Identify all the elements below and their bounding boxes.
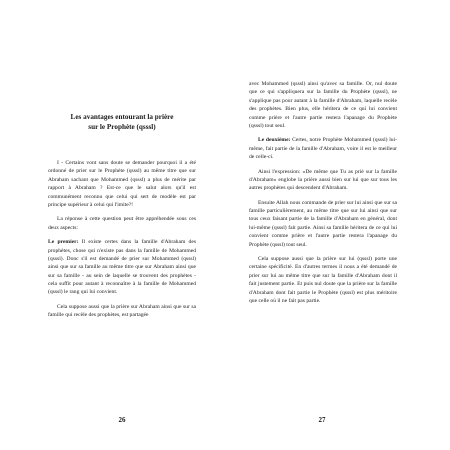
paragraph: Cela suppose aussi que la prière sur Abraham ainsi que sur sa famille qui recèle des prophètes, est partagée — [48, 303, 196, 319]
paragraph: Cela suppose aussi que la prière sur lui (qsssl) porte une certaine spécificité. En d'autres termes il nous a été demandé de prier sur lui au même titre que sur la famille d'Abraham dont il fait justement partie. Et puis nul doute que la prière sur la famille d'Abraham dont fait partie le Prophète (qsssl) est plus méritoire que celle où il ne fait pas partie. — [249, 256, 397, 304]
paragraph — [249, 136, 397, 161]
paragraph-text: Certes, notre Prophète Mohammed (qsssl) lui-même, fait partie de la famille d'Abraham, voire il est le meilleur de celle-ci. — [249, 137, 397, 161]
paragraph-label: Le premier: — [48, 239, 79, 246]
page-number: 26 — [118, 416, 126, 424]
chapter-title — [48, 112, 196, 133]
page-number: 27 — [318, 416, 326, 424]
paragraph: La réponse à cette question peut être appréhendée sous ces deux aspects: — [48, 216, 196, 231]
left-text-column — [48, 159, 196, 326]
paragraph: Ainsi l'expression: «De même que Tu as prié sur la famille d'Abraham» englobe la prière aussi bien sur lui que sur tous les autres prophètes qui descendent d'Abraham. — [249, 168, 397, 192]
paragraph — [48, 238, 196, 297]
chapter-title-line-2: sur le Prophète (qsssl) — [88, 123, 156, 132]
right-text-column — [249, 80, 397, 311]
right-page — [225, 0, 450, 450]
paragraph: I - Certains vont sans doute se demander pourquoi il a été ordonné de prier sur le Prophète (qsssl) au même titre que sur Abraham sachant que Mohammed (qsssl) a plus de mérite par rapport à Abraham ? Est-ce que le salut alors qu'il est communément reconnu que celui qui sert de modèle est par principe supérieur à celui qui l'imite?! — [48, 160, 196, 208]
paragraph-text: Il existe certes dans la famille d'Abraham des prophètes, chose qui n'existe pas dans la famille de Mohammed (qsssl). Donc s'il est demandé de prier sur Mohammed (qsssl) ainsi que sur sa famille au même titre que sur Abraham ainsi que sur sa famille - au sein de laquelle se trouvent des prophètes - cela suffit pour autant à reconnaître à la famille de Mohammed (qsssl) le rang qui lui convient. — [48, 239, 196, 296]
chapter-title-line-1: Les avantages entourant la prière — [70, 113, 174, 121]
paragraph-label: Le deuxième: — [258, 137, 291, 144]
paragraph: avec Mohammed (qsssl) ainsi qu'avec sa famille. Or, nul doute que ce qui s'appliquera sur la famille du Prophète (qsssl), ne s'applique pas pour autant à la famille d'Abraham, laquelle recèle des prophètes. Bien plus, elle héritera de ce qui lui convient comme prière et l'autre partie restera l'apanage du Prophète (qsssl) tout seul. — [249, 81, 397, 129]
paragraph: Ensuite Allah nous commande de prier sur lui ainsi que sur sa famille particulièrement, au même titre que sur lui ainsi que sur tous ceux faisant partie de la famille d'Abraham en général, dont lui-même (qsssl) fait partie. Ainsi sa famille héritera de ce qui lui convient comme prière et l'autre partie restera l'apanage du Prophète (qsssl) tout seul. — [249, 199, 397, 248]
